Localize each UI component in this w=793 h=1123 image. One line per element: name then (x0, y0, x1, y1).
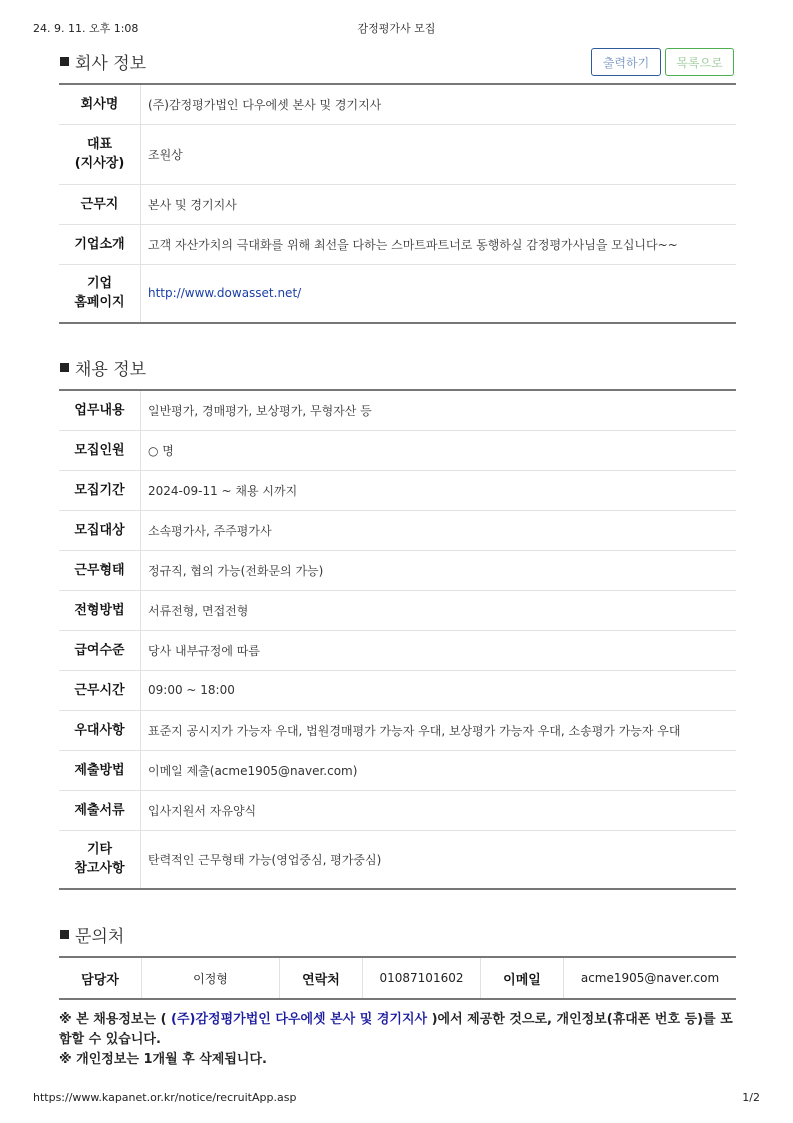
row-value: 2024-09-11 ~ 채용 시까지 (141, 470, 737, 510)
label-line: 대표 (지사장) (74, 137, 125, 171)
row-value: 탄력적인 근무형태 가능(영업중심, 평가중심) (148, 852, 382, 867)
row-label: 모집기간 (59, 470, 141, 510)
recruit-section-title (60, 355, 146, 380)
row-value: 표준지 공시지가 가능자 우대, 법원경매평가 가능자 우대, 보상평가 가능자 우대, 소송평가 가능자 우대 (141, 710, 737, 750)
phone-value: 01087101602 (363, 957, 481, 999)
homepage-link[interactable]: http://www.dowasset.net/ (148, 286, 302, 301)
company-section-title (60, 49, 146, 74)
row-label: 근무시간 (59, 670, 141, 710)
row-value: 이메일 제출(acme1905@naver.com) (141, 750, 737, 790)
table-row (59, 830, 736, 889)
notice-suffix: )에서 제공한 것으로, 개인정보(휴대폰 번호 등)를 포함할 수 있습니다. (59, 1012, 733, 1047)
email-value: acme1905@naver.com (564, 957, 737, 999)
row-label (59, 830, 141, 889)
square-bullet-icon (60, 57, 69, 66)
table-row (59, 390, 736, 430)
row-value: 본사 및 경기지사 (141, 184, 737, 224)
table-row (59, 670, 736, 710)
row-label: 근무지 (59, 184, 141, 224)
print-header (33, 20, 760, 36)
notice-line-1 (59, 1010, 734, 1050)
table-row (59, 510, 736, 550)
table-row (59, 550, 736, 590)
row-value: 조원상 (141, 124, 737, 184)
company-info-table (59, 83, 736, 324)
table-row (59, 590, 736, 630)
row-value: 일반평가, 경매평가, 보상평가, 무형자산 등 (141, 390, 737, 430)
page-number: 1/2 (742, 1091, 760, 1104)
privacy-notice (59, 1010, 734, 1070)
phone-label: 연락처 (280, 957, 363, 999)
notice-line-2: ※ 개인정보는 1개월 후 삭제됩니다. (59, 1052, 267, 1067)
row-label: 급여수준 (59, 630, 141, 670)
row-label: 업무내용 (59, 390, 141, 430)
row-label: 제출서류 (59, 790, 141, 830)
row-label: 근무형태 (59, 550, 141, 590)
notice-company: (주)감정평가법인 다우에셋 본사 및 경기지사 (171, 1012, 428, 1027)
table-row (59, 184, 736, 224)
manager-value: 이정형 (142, 957, 280, 999)
label-line: 기타 참고사항 (74, 842, 125, 877)
row-label (59, 124, 141, 184)
row-value: ○ 명 (141, 430, 737, 470)
table-row (59, 750, 736, 790)
table-row (59, 124, 736, 184)
print-button[interactable]: 출력하기 (591, 48, 661, 76)
row-value: 소속평가사, 주주평가사 (141, 510, 737, 550)
square-bullet-icon (60, 363, 69, 372)
print-doc-title: 감정평가사 모집 (357, 22, 436, 35)
table-row (59, 430, 736, 470)
row-value (141, 264, 737, 323)
row-value: (주)감정평가법인 다우에셋 본사 및 경기지사 (141, 84, 737, 124)
contact-section-title-text: 문의처 (75, 927, 125, 947)
row-label: 우대사항 (59, 710, 141, 750)
row-value: 입사지원서 자유양식 (141, 790, 737, 830)
row-value: 정규직, 협의 가능(전화문의 가능) (141, 550, 737, 590)
email-label: 이메일 (481, 957, 564, 999)
manager-label: 담당자 (59, 957, 142, 999)
table-row (59, 710, 736, 750)
row-label: 모집대상 (59, 510, 141, 550)
row-label: 회사명 (59, 84, 141, 124)
table-row (59, 264, 736, 323)
row-value: 서류전형, 면접전형 (141, 590, 737, 630)
row-label (59, 264, 141, 323)
square-bullet-icon (60, 930, 69, 939)
row-value: 09:00 ~ 18:00 (141, 670, 737, 710)
row-value: 당사 내부규정에 따름 (141, 630, 737, 670)
table-row (59, 790, 736, 830)
company-section-title-text: 회사 정보 (75, 54, 147, 74)
label-line: 기업 홈페이지 (74, 276, 125, 311)
row-label: 전형방법 (59, 590, 141, 630)
print-date: 24. 9. 11. 오후 1:08 (33, 22, 139, 35)
contact-table (59, 956, 736, 1000)
list-button[interactable]: 목록으로 (665, 48, 734, 76)
notice-prefix: ※ 본 채용정보는 ( (59, 1012, 172, 1027)
table-row (59, 84, 736, 124)
print-url: https://www.kapanet.or.kr/notice/recruitApp.asp (33, 1091, 297, 1104)
table-row (59, 630, 736, 670)
row-label: 제출방법 (59, 750, 141, 790)
table-row (59, 957, 736, 999)
row-label: 기업소개 (59, 224, 141, 264)
table-row (59, 224, 736, 264)
table-row (59, 470, 736, 510)
row-value: 고객 자산가치의 극대화를 위해 최선을 다하는 스마트파트너로 동행하실 감정평가사님을 모십니다~~ (141, 224, 737, 264)
recruit-info-table (59, 389, 736, 890)
contact-section-title (60, 922, 124, 947)
recruit-section-title-text: 채용 정보 (75, 360, 147, 380)
row-label: 모집인원 (59, 430, 141, 470)
